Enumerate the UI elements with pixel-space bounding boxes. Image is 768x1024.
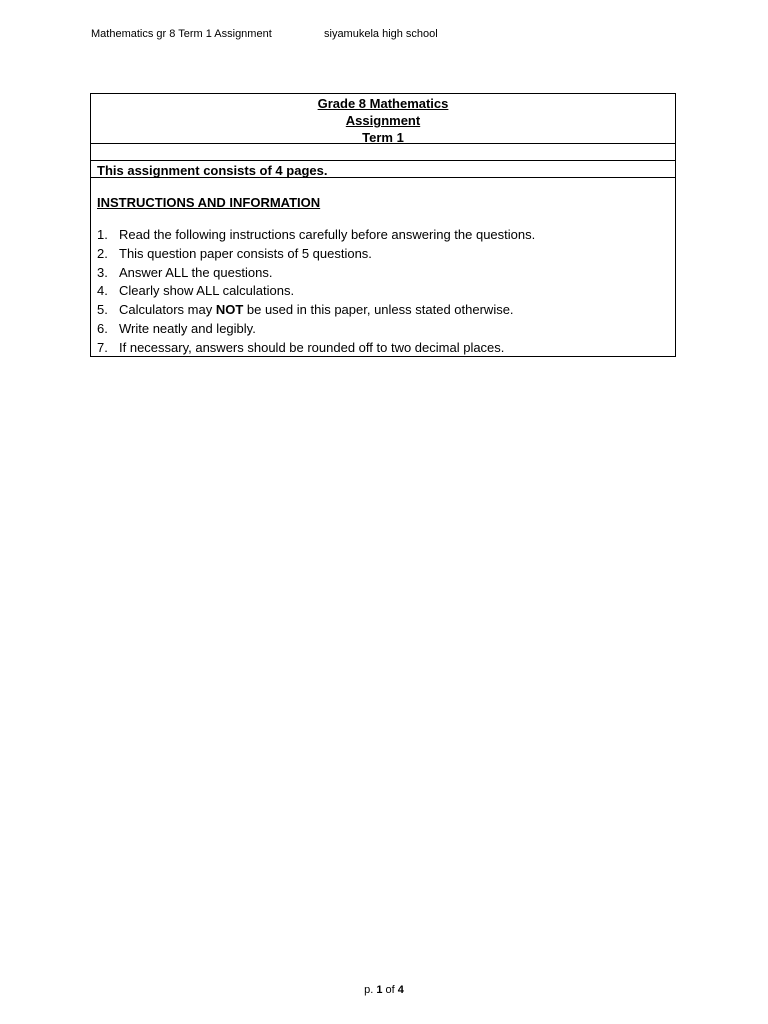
title-line-2: Assignment	[345, 113, 421, 128]
item-emphasis: NOT	[215, 302, 244, 318]
current-page-number: 1	[376, 984, 383, 996]
item-text: Read the following instructions carefully before answering the questions.	[119, 227, 536, 242]
list-item	[97, 339, 535, 358]
page-prefix: p.	[364, 984, 377, 996]
item-text: This question paper consists of 5 questions.	[119, 245, 372, 261]
list-item	[97, 320, 535, 339]
page-of: of	[382, 984, 398, 996]
item-number: 6.	[97, 320, 108, 336]
divider	[91, 143, 675, 144]
title-line-1: Grade 8 Mathematics	[317, 96, 449, 111]
item-text: Write neatly and legibly.	[119, 320, 256, 336]
header-subject: Mathematics gr 8 Term 1 Assignment	[91, 28, 272, 40]
title-line-3: Term 1	[362, 130, 404, 145]
item-text: Calculators may	[119, 302, 216, 318]
item-number: 5.	[97, 302, 108, 318]
item-number: 1.	[97, 227, 108, 242]
divider	[91, 177, 675, 178]
pages-note: This assignment consists of 4 pages.	[97, 163, 328, 178]
divider	[91, 160, 675, 161]
total-pages: 4	[397, 984, 404, 996]
page-header	[91, 27, 438, 41]
item-number: 4.	[97, 283, 108, 299]
item-number: 3.	[97, 264, 108, 280]
instructions-heading: INSTRUCTIONS AND INFORMATION	[97, 195, 321, 210]
item-text: If necessary, answers should be rounded off to two decimal places.	[119, 339, 505, 355]
header-school: siyamukela high school	[324, 28, 438, 40]
list-item	[97, 301, 535, 320]
item-text: Answer ALL the questions.	[119, 264, 273, 280]
title-block	[91, 95, 675, 146]
item-number: 7.	[97, 339, 108, 355]
page-footer	[0, 983, 768, 997]
info-box	[90, 93, 676, 357]
list-item	[97, 264, 535, 283]
instructions-list	[97, 226, 535, 358]
item-text-rest: be used in this paper, unless stated otherwise.	[243, 302, 514, 318]
list-item	[97, 245, 535, 264]
item-text: Clearly show ALL calculations.	[119, 283, 295, 299]
list-item	[97, 282, 535, 301]
list-item	[97, 226, 535, 245]
item-number: 2.	[97, 245, 108, 261]
